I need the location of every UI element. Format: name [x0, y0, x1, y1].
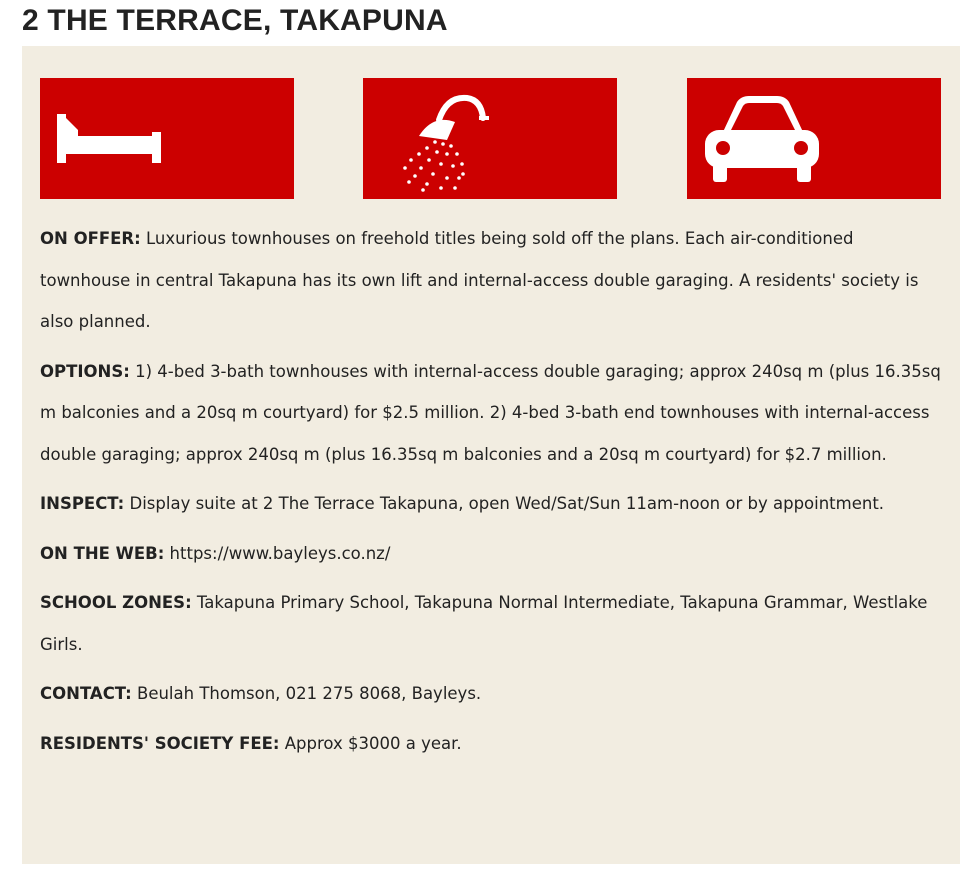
bed-icon — [40, 78, 294, 199]
detail-contact: CONTACT: Beulah Thomson, 021 275 8068, Bayleys. — [40, 684, 482, 703]
detail-inspect: INSPECT: Display suite at 2 The Terrace Takapuna, open Wed/Sat/Sun 11am-noon or by appointment. — [40, 494, 885, 513]
bathrooms-tile — [363, 78, 617, 199]
detail-options: OPTIONS: 1) 4-bed 3-bath townhouses with internal-access double garaging; approx 240sq m (plus 16.35sq m balconies and a 20sq m courtyard) for $2.5 million. 2) 4-bed 3-bath end townhouses with internal-access double garaging; approx 240sq m (plus 16.35sq m balconies and a 20sq m courtyard) for $2.7 million. — [40, 361, 941, 464]
website-link[interactable]: https://www.bayleys.co.nz/ — [164, 543, 391, 563]
bedrooms-tile — [40, 78, 294, 199]
parking-tile — [687, 78, 941, 199]
listing-details — [40, 218, 945, 772]
detail-society-fee: RESIDENTS' SOCIETY FEE: Approx $3000 a year. — [40, 733, 462, 753]
car-icon — [687, 78, 941, 199]
page-title: 2 THE TERRACE, TAKAPUNA — [22, 4, 448, 37]
listing-panel — [22, 46, 960, 864]
detail-school-zones: SCHOOL ZONES: Takapuna Primary School, Takapuna Normal Intermediate, Takapuna Grammar, Westlake Girls. — [40, 593, 928, 654]
shower-icon — [363, 78, 617, 199]
detail-on-the-web: ON THE WEB: https://www.bayleys.co.nz/ — [40, 543, 391, 563]
detail-on-offer: ON OFFER: Luxurious townhouses on freehold titles being sold off the plans. Each air-conditioned townhouse in central Takapuna has its own lift and internal-access double garaging. A residents' society is also planned. — [40, 229, 919, 331]
